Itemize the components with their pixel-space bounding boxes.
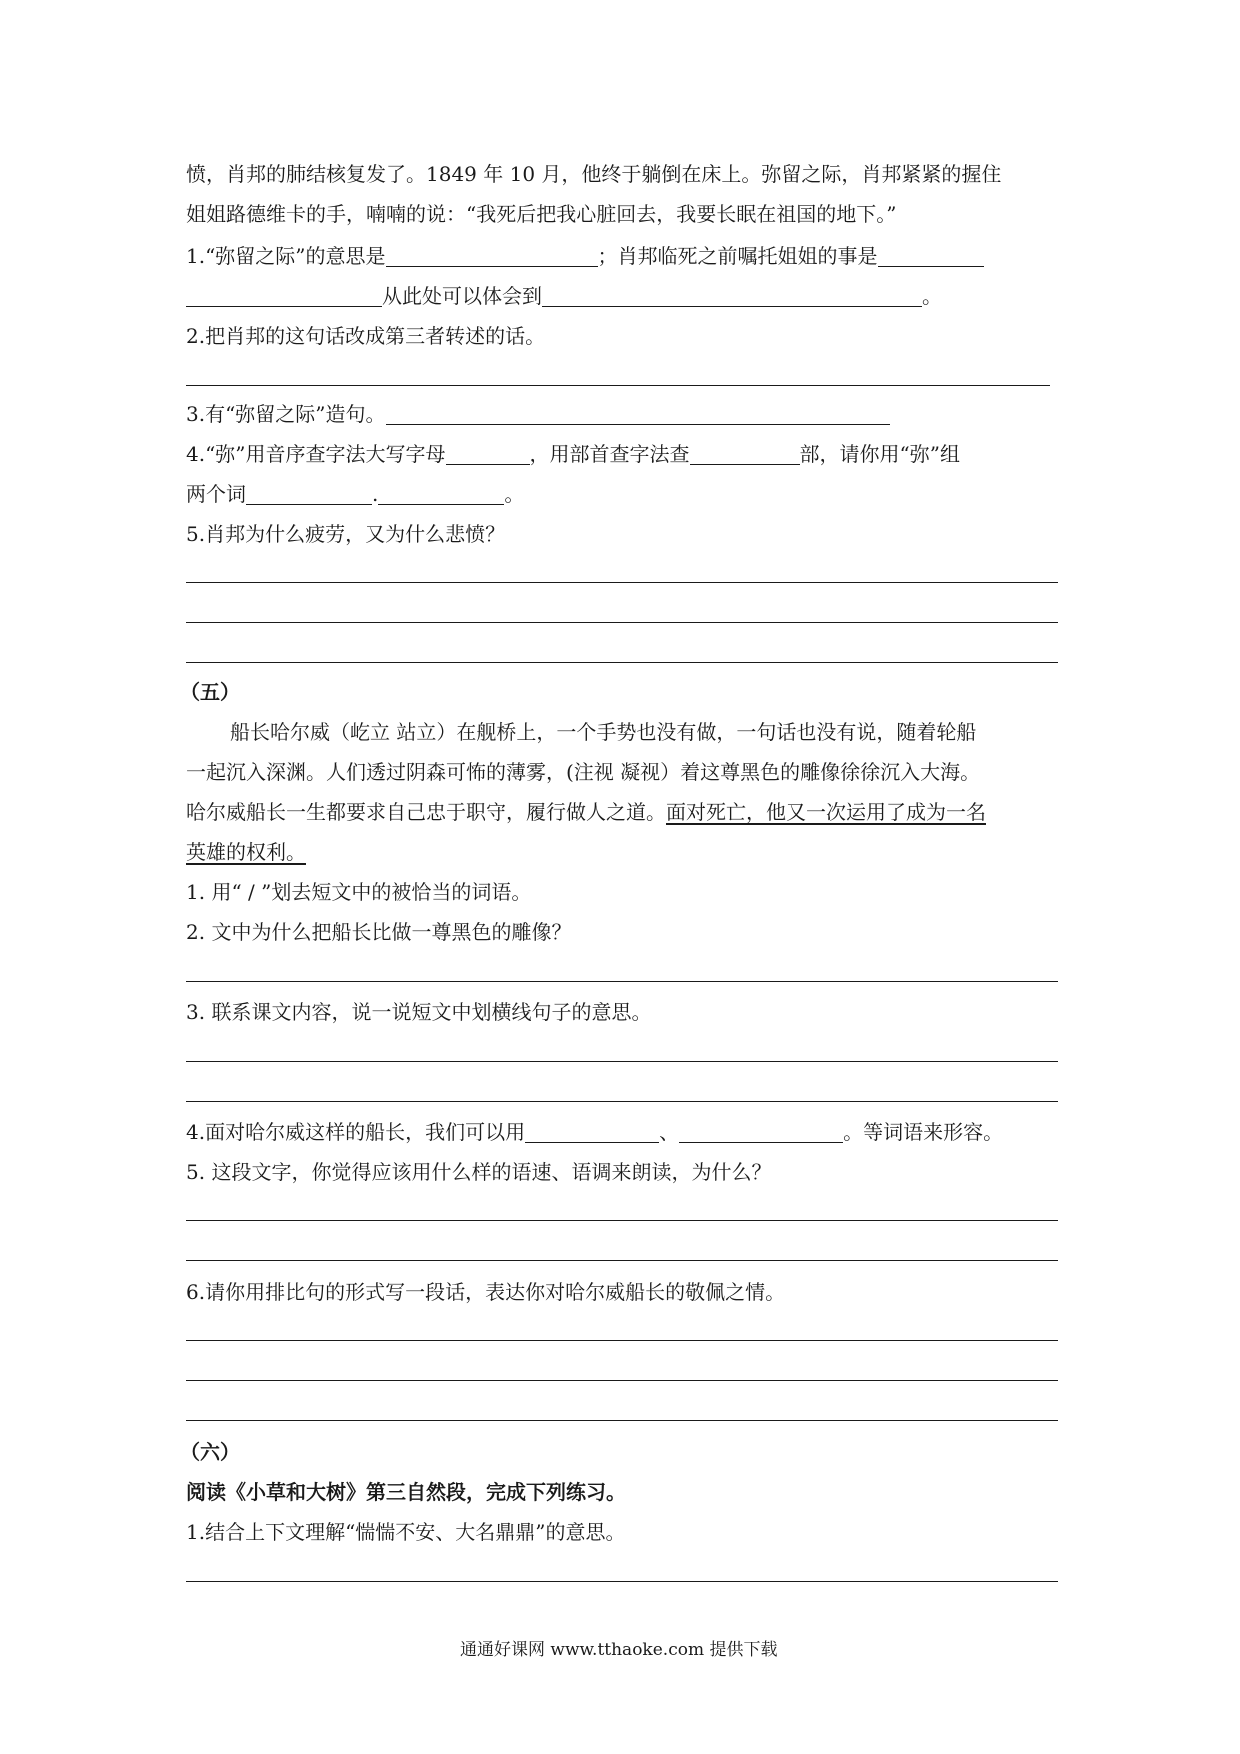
question-text: 。: [504, 482, 525, 506]
answer-blank[interactable]: [446, 444, 530, 465]
answer-blank[interactable]: [186, 286, 382, 307]
question-2: 2. 文中为什么把船长比做一尊黑色的雕像？: [186, 920, 572, 944]
answer-line[interactable]: [186, 662, 1058, 663]
question-text: 3.有“弥留之际”造句。: [186, 402, 386, 426]
answer-line[interactable]: [186, 1581, 1058, 1582]
passage-line: 一起沉入深渊。人们透过阴森可怖的薄雾，(注视 凝视）着这尊黑色的雕像徐徐沉入大海。: [186, 760, 981, 784]
answer-line[interactable]: [186, 1340, 1058, 1341]
section-heading: （五）: [180, 680, 240, 704]
question-1-continued: [186, 286, 942, 307]
question-text: 4.“弥”用音序查字法大写字母: [186, 442, 446, 466]
answer-blank[interactable]: [525, 1122, 659, 1143]
answer-line[interactable]: [186, 981, 1058, 982]
question-1: 1.结合上下文理解“惴惴不安、大名鼎鼎”的意思。: [186, 1520, 626, 1544]
answer-blank[interactable]: [378, 484, 504, 505]
answer-line[interactable]: [186, 1101, 1058, 1102]
question-text: 。: [922, 284, 942, 308]
answer-line[interactable]: [186, 1260, 1058, 1261]
question-1: [186, 246, 984, 267]
question-5: 5.肖邦为什么疲劳，又为什么悲愤？: [186, 522, 506, 546]
question-text: 。等词语来形容。: [843, 1120, 1004, 1144]
question-text: 从此处可以体会到: [382, 284, 542, 308]
separator: .: [372, 482, 379, 506]
question-4-continued: [186, 484, 524, 505]
question-text: 4.面对哈尔威这样的船长，我们可以用: [186, 1120, 526, 1144]
answer-blank[interactable]: [246, 484, 372, 505]
section-instruction: 阅读《小草和大树》第三自然段，完成下列练习。: [186, 1480, 626, 1504]
passage-line: 船长哈尔威（屹立 站立）在舰桥上，一个手势也没有做，一句话也没有说，随着轮船: [230, 720, 977, 744]
passage-line: 姐姐路德维卡的手，喃喃的说：“我死后把我心脏回去，我要长眠在祖国的地下。”: [186, 202, 897, 226]
answer-line[interactable]: [186, 1380, 1058, 1381]
question-1: 1. 用“ / ”划去短文中的被恰当的词语。: [186, 880, 532, 904]
question-text: 部，请你用“弥”组: [799, 442, 960, 466]
footer-credit: 通通好课网 www.tthaoke.com 提供下载: [460, 1640, 778, 1660]
answer-line[interactable]: [186, 1061, 1058, 1062]
question-6: 6.请你用排比句的形式写一段话，表达你对哈尔威船长的敬佩之情。: [186, 1280, 786, 1304]
answer-line[interactable]: [186, 1220, 1058, 1221]
question-text: 两个词: [186, 482, 246, 506]
question-3: [186, 404, 890, 425]
passage-line: [186, 802, 986, 822]
answer-line[interactable]: [186, 622, 1058, 623]
answer-blank[interactable]: [679, 1122, 843, 1143]
underlined-sentence: 英雄的权利。: [186, 840, 306, 864]
answer-blank[interactable]: [386, 404, 890, 425]
question-4: [186, 444, 960, 465]
answer-blank[interactable]: [542, 286, 922, 307]
passage-line: 愤，肖邦的肺结核复发了。1849 年 10 月，他终于躺倒在床上。弥留之际，肖邦紧紧的握住: [186, 162, 1002, 186]
passage-text: 哈尔威船长一生都要求自己忠于职守，履行做人之道。: [186, 800, 666, 824]
question-5: 5. 这段文字，你觉得应该用什么样的语速、语调来朗读，为什么？: [186, 1160, 772, 1184]
underlined-sentence: 面对死亡，他又一次运用了成为一名: [666, 800, 986, 824]
answer-line[interactable]: [186, 1420, 1058, 1421]
answer-line[interactable]: [186, 582, 1058, 583]
answer-blank[interactable]: [690, 444, 800, 465]
question-2: 2.把肖邦的这句话改成第三者转述的话。: [186, 324, 546, 348]
answer-blank[interactable]: [386, 246, 598, 267]
question-text: ，用部首查字法查: [529, 442, 690, 466]
answer-line[interactable]: [186, 385, 1050, 386]
question-4: [186, 1122, 1003, 1143]
question-text: ；肖邦临死之前嘱托姐姐的事是: [597, 244, 878, 268]
question-text: 1.“弥留之际”的意思是: [186, 244, 386, 268]
answer-blank[interactable]: [878, 246, 984, 267]
section-heading: （六）: [180, 1440, 240, 1464]
question-3: 3. 联系课文内容，说一说短文中划横线句子的意思。: [186, 1000, 652, 1024]
separator: 、: [659, 1120, 680, 1144]
